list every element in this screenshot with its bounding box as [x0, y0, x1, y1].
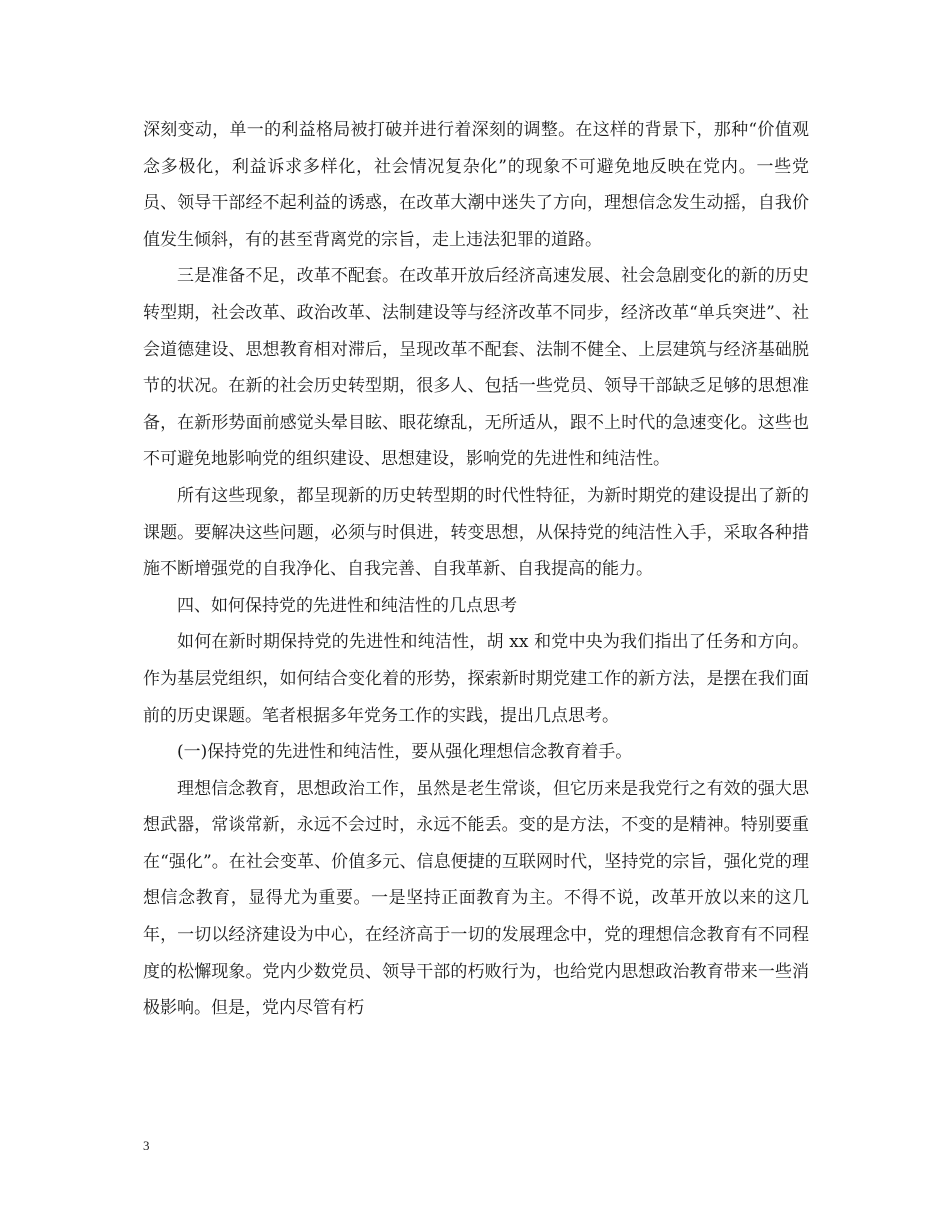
paragraph-1: 深刻变动，单一的利益格局被打破并进行着深刻的调整。在这样的背景下，那种“价值观念多极化，利益诉求多样化，社会情况复杂化”的现象不可避免地反映在党内。一些党员、领导干部经不起利益的诱惑，在改革大潮中迷失了方向，理想信念发生动摇，自我价值发生倾斜，有的甚至背离党的宗旨，走上违法犯罪的道路。: [143, 120, 809, 250]
paragraph-4: 如何在新时期保持党的先进性和纯洁性，胡 xx 和党中央为我们指出了任务和方向。作为基层党组织，如何结合变化着的形势，探索新时期党建工作的新方法，是摆在我们面前的历史课题。笔者根据多年党务工作的实践，提出几点思考。: [143, 632, 809, 726]
page-number: 3: [143, 1138, 150, 1153]
paragraph-2: 三是准备不足，改革不配套。在改革开放后经济高速发展、社会急剧变化的新的历史转型期，社会改革、政治改革、法制建设等与经济改革不同步，经济改革“单兵突进”、社会道德建设、思想教育相对滞后，呈现改革不配套、法制不健全、上层建筑与经济基础脱节的状况。在新的社会历史转型期，很多人、包括一些党员、领导干部缺乏足够的思想准备，在新形势面前感觉头晕目眩、眼花缭乱，无所适从，跟不上时代的急速变化。这些也不可避免地影响党的组织建设、思想建设，影响党的先进性和纯洁性。: [143, 266, 809, 470]
subsection-heading: (一)保持党的先进性和纯洁性，要从强化理想信念教育着手。: [177, 742, 633, 763]
document-body: [143, 112, 809, 1027]
section-heading: 四、如何保持党的先进性和纯洁性的几点思考: [177, 595, 517, 616]
paragraph-3: 所有这些现象，都呈现新的历史转型期的时代性特征，为新时期党的建设提出了新的课题。要解决这些问题，必须与时俱进，转变思想，从保持党的纯洁性入手，采取各种措施不断增强党的自我净化、自我完善、自我革新、自我提高的能力。: [143, 485, 809, 580]
paragraph-5: 理想信念教育，思想政治工作，虽然是老生常谈，但它历来是我党行之有效的强大思想武器，常谈常新，永远不会过时，永远不能丢。变的是方法，不变的是精神。特别要重在“强化”。在社会变革、价值多元、信息便捷的互联网时代，坚持党的宗旨，强化党的理想信念教育，显得尤为重要。一是坚持正面教育为主。不得不说，改革开放以来的这几年，一切以经济建设为中心，在经济高于一切的发展理念中，党的理想信念教育有不同程度的松懈现象。党内少数党员、领导干部的朽败行为，也给党内思想政治教育带来一些消极影响。但是，党内尽管有朽: [143, 778, 809, 1019]
